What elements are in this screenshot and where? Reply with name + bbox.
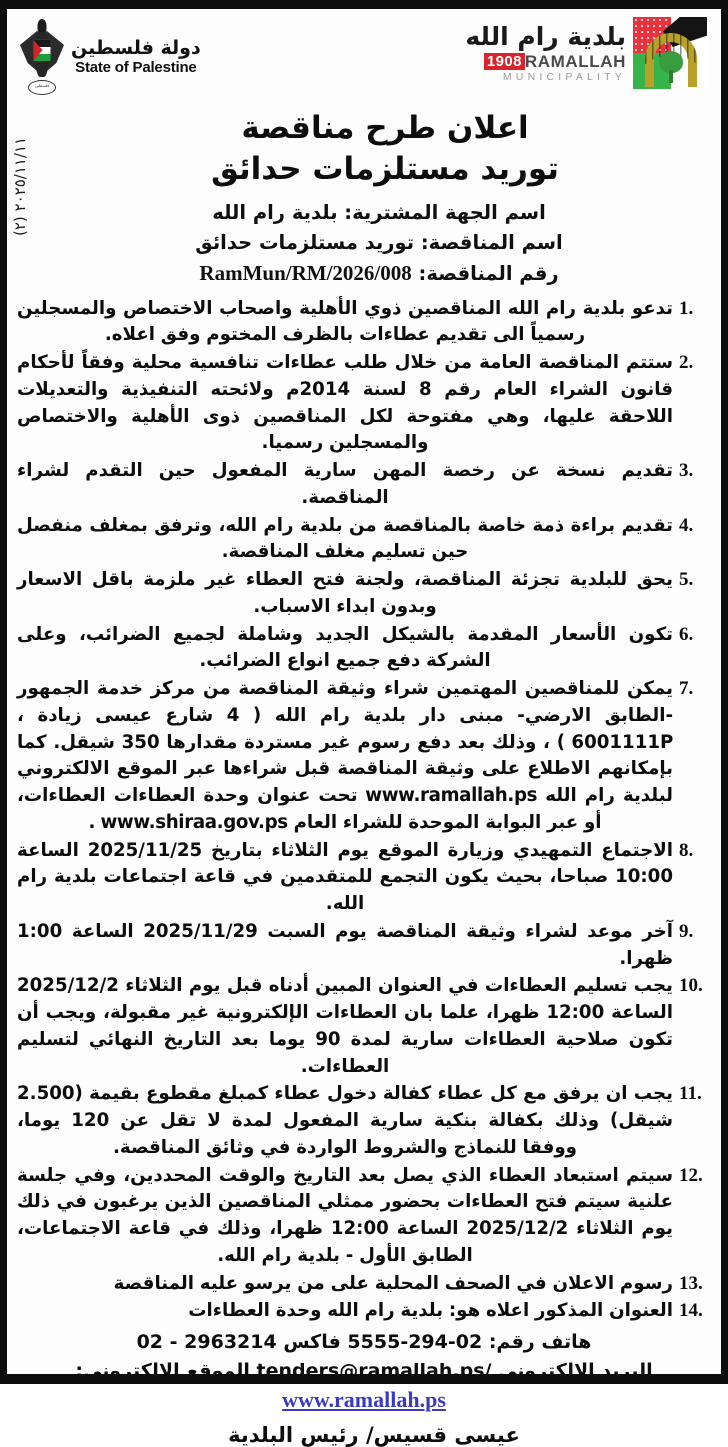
tender-number-value: RamMun/RM/2026/008: [199, 260, 412, 285]
clause-text: يجب ان يرفق مع كل عطاء كفالة دخول عطاء كمبلغ مقطوع بقيمة (2.500 شيقل) وذلك بكفالة بنكية سارية المفعول لمدة لا تقل عن 120 يوما، ووفقا للنماذج والشروط الواردة في وثائق المناقصة.: [17, 1083, 673, 1158]
state-of-palestine-english: State of Palestine: [75, 59, 197, 77]
clause-item: [17, 296, 709, 350]
clause-text: تقديم براءة ذمة خاصة بالمناقصة من بلدية رام الله، وترفق بمغلف منفصل حين تسليم مغلف المناقصة.: [17, 514, 673, 563]
state-of-palestine-arabic: دولة فلسطين: [71, 36, 201, 59]
document-header: [7, 9, 721, 107]
clause-number: 7.: [679, 678, 694, 699]
clause-text: رسوم الاعلان في الصحف المحلية على من يرسو عليه المناقصة: [113, 1272, 673, 1294]
clause-item: [17, 350, 709, 457]
clause-text: يحق للبلدية تجزئة المناقصة، ولجنة فتح العطاء غير ملزمة باقل الاسعار وبدون ابداء الاسباب.: [17, 569, 673, 617]
clause-item: [17, 919, 709, 973]
clause-item: [17, 1163, 709, 1270]
phone-fax-line: هاتف رقم: 02-294-5555 فاكس 2963214 - 02: [136, 1331, 592, 1353]
ramallah-municipality-subtitle: MUNICIPALITY: [502, 70, 626, 83]
ramallah-english-name: RAMALLAH: [524, 51, 626, 71]
clause-number: 6.: [679, 623, 694, 645]
side-date-stamp: ٢٠٢٥/١١/١١ (٢): [11, 137, 29, 237]
clauses-list: [17, 296, 709, 1326]
clause-text: يجب تسليم العطاءات في العنوان المبين أدناه قبل يوم الثلاثاء 2025/12/2 الساعة 12:00 ظهرا، علما بان العطاءات الإلكترونية غير مقبولة، ويجب أن تكون صلاحية العطاءات سارية لمدة 90 يوما بعد التاريخ النهائي لتسليم العطاءات.: [17, 975, 673, 1077]
clause-item: [17, 973, 709, 1080]
clause-item: [17, 513, 709, 567]
clause-number: 3.: [679, 460, 694, 481]
eagle-head-icon: [38, 19, 47, 32]
clause-number: 10.: [679, 975, 703, 997]
tender-number-label: رقم المناقصة:: [418, 261, 559, 285]
ramallah-arabic-name: بلدية رام الله: [465, 21, 626, 51]
clause-item: [17, 622, 709, 676]
ramallah-municipality-block: [465, 17, 709, 89]
state-of-palestine-text: [71, 38, 201, 77]
clause-item: [17, 458, 709, 512]
document-sheet: [7, 9, 721, 1447]
clause-number: 2.: [679, 352, 694, 373]
clause-item: [17, 838, 709, 918]
clause-text: ستتم المناقصة العامة من خلال طلب عطاءات تنافسية محلية وفقاً لأحكام قانون الشراء العام رقم 8 لسنة 2014م ولائحته التنفيذية والتعديلات اللاحقة عليها، وهي مفتوحة لكل المناقصين ذوى الأهلية والاختصاص والمسجلين رسميا.: [17, 352, 673, 454]
clause-item: [17, 1271, 709, 1298]
clause-number: 13.: [679, 1272, 703, 1294]
clause-number: 5.: [679, 569, 694, 590]
page-title: اعلان طرح مناقصة: [241, 110, 529, 146]
clause-number: 8.: [679, 839, 694, 861]
eagle-shield-icon: [33, 39, 52, 62]
page-subtitle: توريد مستلزمات حدائق: [211, 150, 559, 187]
ramallah-logo-text: [465, 21, 626, 83]
clause-text: يمكن للمناقصين المهتمين شراء وثيقة المناقصة من مركز خدمة الجمهور -الطابق الارضي- مبنى دار بلدية رام الله ( 4 شارع عيسى زيادة ، 6001111P ) ، وذلك بعد دفع رسوم غير مستردة مقدارها 350 شيقل. كما بإمكانهم الاطلاع على وثيقة المناقصة قبل شراءها عبر الموقع الالكتروني لبلدية رام الله www.ramallah.ps تحت عنوان وحدة العطاءات العطاءات، أو عبر البوابة الموحدة للشراء العام www.shiraa.gov.ps .: [17, 678, 673, 833]
clause-text: آخر موعد لشراء وثيقة المناقصة يوم السبت 2025/11/29 الساعة 1:00 ظهرا.: [17, 920, 673, 969]
clause-number: 12.: [679, 1164, 703, 1186]
buyer-name-line: اسم الجهة المشترية: بلدية رام الله: [212, 201, 546, 225]
clause-number: 9.: [679, 920, 694, 942]
eagle-scroll-icon: فلسطين: [28, 80, 56, 95]
tender-meta-block: [7, 198, 721, 289]
signature-line: عيسى قسيس/ رئيس البلدية: [228, 1423, 520, 1447]
clause-item: [17, 567, 709, 621]
tender-number-line: [37, 258, 721, 290]
clause-number: 11.: [679, 1083, 702, 1105]
clause-item: [17, 1298, 709, 1325]
clause-item: [17, 676, 709, 837]
clause-text: تقديم نسخة عن رخصة المهن سارية المفعول حين التقدم لشراء المناقصة.: [17, 460, 673, 508]
clause-number: 4.: [679, 514, 694, 536]
tender-name-line: اسم المناقصة: توريد مستلزمات حدائق: [195, 230, 563, 254]
palestine-eagle-emblem-icon: [19, 19, 65, 95]
clause-item: [17, 1081, 709, 1161]
contact-block: [7, 1328, 721, 1413]
clause-text: تكون الأسعار المقدمة بالشيكل الجديد وشاملة لجميع الضرائب، وعلى الشركة دفع جميع انواع الضرائب.: [17, 623, 673, 672]
ramallah-logo-icon: [633, 17, 709, 89]
announcement-titles: [7, 109, 721, 189]
state-of-palestine-block: [19, 19, 201, 95]
clause-text: تدعو بلدية رام الله المناقصين ذوي الأهلية واصحاب الاختصاص والمسجلين رسمياً الى تقديم عطاءات بالظرف المختوم وفق اعلاه.: [17, 297, 673, 346]
clause-text: الاجتماع التمهيدي وزيارة الموقع يوم الثلاثاء بتاريخ 2025/11/25 الساعة 10:00 صباحا، بحيث يكون التجمع للمتقدمين في قاعة اجتماعات بلدية رام الله.: [17, 839, 673, 914]
clause-number: 14.: [679, 1300, 703, 1322]
website-link[interactable]: www.ramallah.ps: [282, 1387, 446, 1412]
clause-number: 1.: [679, 297, 694, 319]
clause-text: العنوان المذكور اعلاه هو: بلدية رام الله وحدة العطاءات: [188, 1300, 673, 1322]
clause-text: سيتم استبعاد العطاء الذي يصل بعد التاريخ والوقت المحددين، وفي جلسة علنية سيتم فتح العطاءات بحضور ممثلي المناقصين الذين يرغبون في ذلك يوم الثلاثاء 2025/12/2 الساعة 12:00 ظهرا، وذلك في قاعة الاجتماعات، الطابق الأول - بلدية رام الله.: [17, 1164, 673, 1266]
email-line: البريد الالكتروني /tenders@ramallah.ps الموقع الإلكتروني:: [75, 1359, 653, 1382]
ramallah-founding-year: 1908: [484, 53, 525, 70]
